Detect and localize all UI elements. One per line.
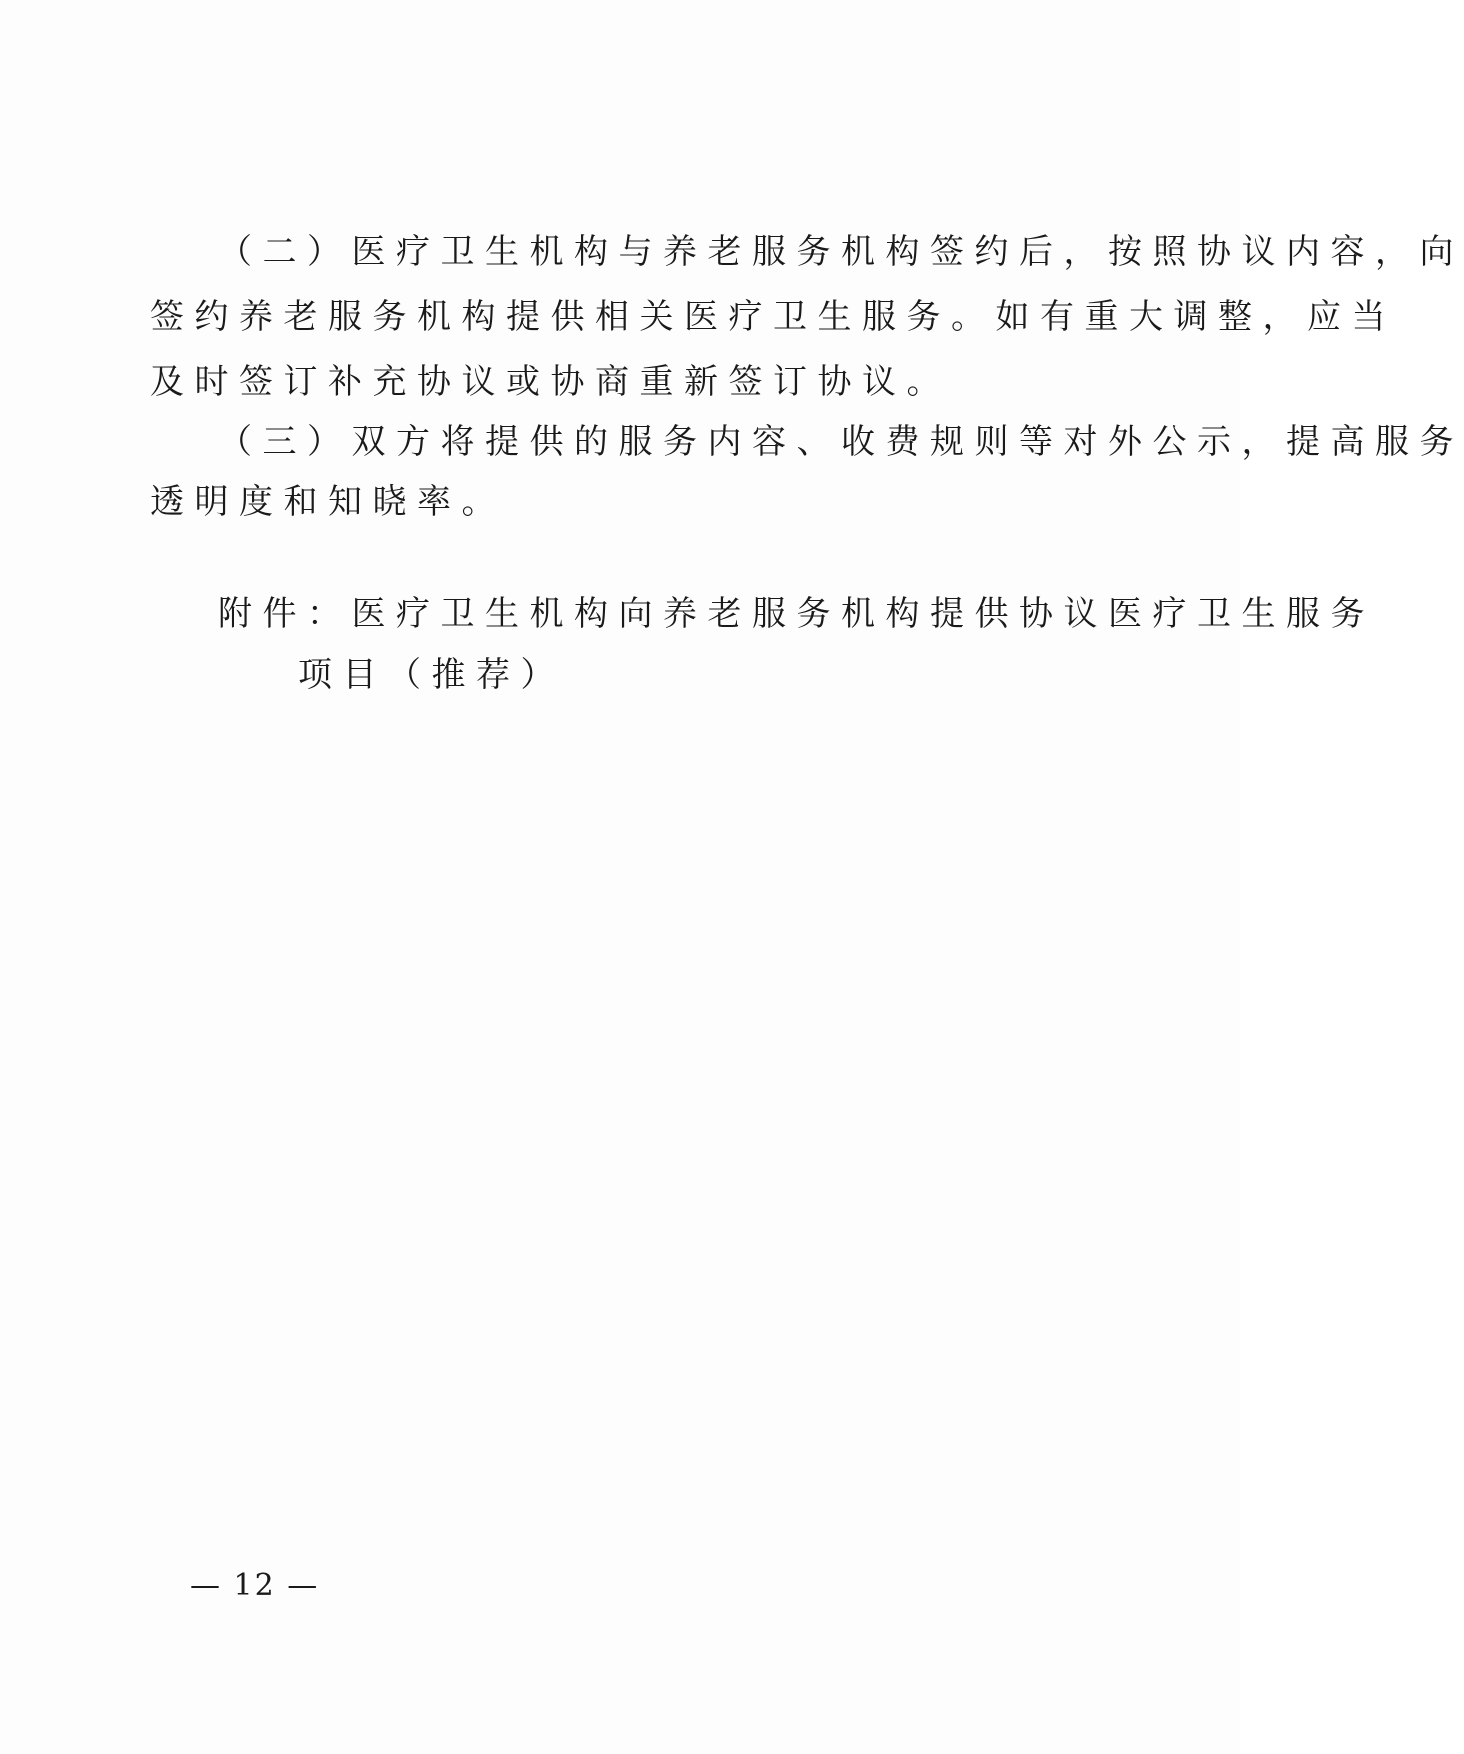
paragraph-2-line-3: 及时签订补充协议或协商重新签订协议。 [150, 362, 951, 402]
page-number: — 12 — [190, 1568, 320, 1603]
paragraph-2-line-2: 签约养老服务机构提供相关医疗卫生服务。如有重大调整，应当 [150, 297, 1396, 337]
attachment-line-2: 项目（推荐） [298, 655, 565, 695]
paragraph-2-line-1: （二）医疗卫生机构与养老服务机构签约后，按照协议内容，向 [218, 232, 1464, 272]
attachment-line-1: 附件：医疗卫生机构向养老服务机构提供协议医疗卫生服务 [218, 594, 1375, 634]
paragraph-3-line-1: （三）双方将提供的服务内容、收费规则等对外公示，提高服务 [218, 422, 1464, 462]
paragraph-3-line-2: 透明度和知晓率。 [150, 482, 506, 522]
